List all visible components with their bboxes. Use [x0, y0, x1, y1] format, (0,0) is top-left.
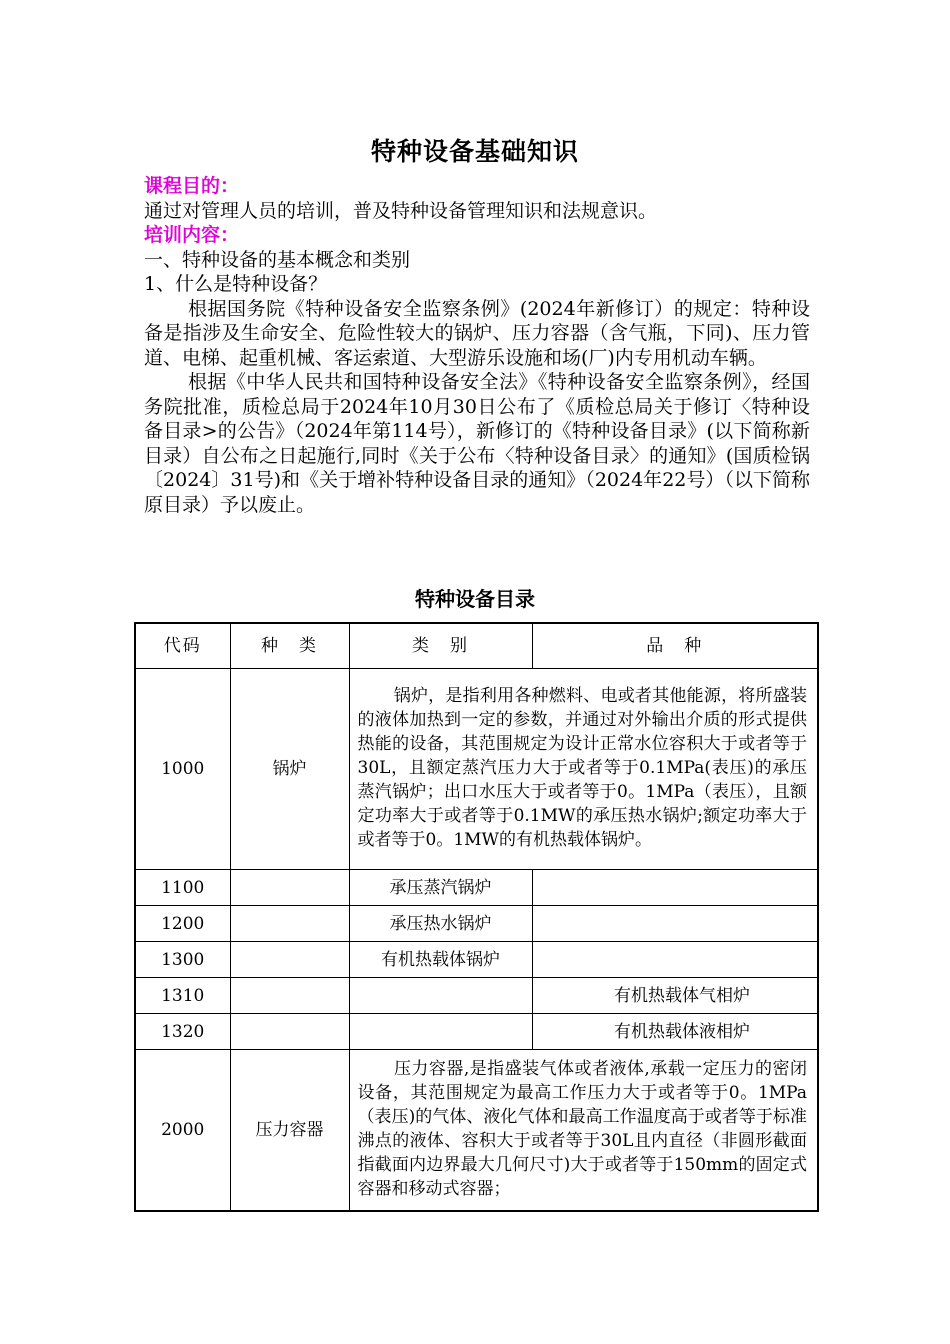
cell-code: 1100	[135, 870, 230, 906]
cell-variety: 有机热载体气相炉	[532, 978, 818, 1014]
purpose-heading: 课程目的：	[144, 175, 240, 197]
purpose-text: 通过对管理人员的培训，普及特种设备管理知识和法规意识。	[144, 199, 658, 222]
cell-variety: 有机热载体液相炉	[532, 1014, 818, 1050]
header-code: 代码	[135, 623, 230, 669]
cell-category: 承压热水锅炉	[349, 906, 532, 942]
cell-description	[349, 669, 818, 870]
cell-kind	[230, 906, 349, 942]
cell-kind: 锅炉	[230, 669, 349, 870]
header-kind: 种 类	[230, 623, 349, 669]
table-header-row	[135, 623, 818, 669]
cell-code: 1310	[135, 978, 230, 1014]
table-row	[135, 906, 818, 942]
description-text: 锅炉，是指利用各种燃料、电或者其他能源，将所盛装的液体加热到一定的参数，并通过对外输出介质的形式提供热能的设备，其范围规定为设计正常水位容积大于或者等于30L，且额定蒸汽压力大于或者等于0.1MPa(表压)的承压蒸汽锅炉；出口水压大于或者等于0。1MPa（表压），且额定功率大于或者等于0.1MW的承压热水锅炉;额定功率大于或者等于0。1MW的有机热载体锅炉。	[357, 686, 807, 850]
table-row	[135, 1050, 818, 1212]
cell-variety	[532, 942, 818, 978]
cell-kind	[230, 978, 349, 1014]
table-title: 特种设备目录	[415, 587, 535, 611]
paragraph-catalog-notice: 根据《中华人民共和国特种设备安全法》《特种设备安全监察条例》，经国务院批准，质检总局于2024年10月30日公布了《质检总局关于修订〈特种设备目录>的公告》（2024年第114号），新修订的《特种设备目录》(以下简称新目录）自公布之日起施行,同时《关于公布〈特种设备目录〉的通知》(国质检锅〔2024〕31号)和《关于增补特种设备目录的通知》（2024年22号）（以下简称原目录）予以废止。	[144, 371, 810, 516]
cell-kind	[230, 942, 349, 978]
question-heading: 1、什么是特种设备？	[144, 273, 328, 295]
table-row	[135, 870, 818, 906]
section-heading: 一、特种设备的基本概念和类别	[144, 248, 411, 271]
content-heading: 培训内容：	[144, 224, 240, 246]
table-row	[135, 942, 818, 978]
cell-code: 1320	[135, 1014, 230, 1050]
paragraph-regulation: 根据国务院《特种设备安全监察条例》(2024年新修订）的规定：特种设备是指涉及生命安全、危险性较大的锅炉、压力容器（含气瓶，下同)、压力管道、电梯、起重机械、客运索道、大型游乐设施和场(厂)内专用机动车辆。	[144, 297, 810, 369]
table-row	[135, 669, 818, 870]
header-category: 类 别	[349, 623, 532, 669]
cell-category	[349, 978, 532, 1014]
table-row	[135, 1014, 818, 1050]
cell-kind: 压力容器	[230, 1050, 349, 1212]
cell-code: 1200	[135, 906, 230, 942]
cell-category: 有机热载体锅炉	[349, 942, 532, 978]
cell-kind	[230, 870, 349, 906]
table-row	[135, 978, 818, 1014]
header-variety: 品 种	[532, 623, 818, 669]
equipment-catalog-table	[134, 622, 819, 1212]
cell-code: 2000	[135, 1050, 230, 1212]
cell-code: 1000	[135, 669, 230, 870]
cell-category	[349, 1014, 532, 1050]
cell-variety	[532, 906, 818, 942]
document-title: 特种设备基础知识	[370, 137, 579, 166]
cell-kind	[230, 1014, 349, 1050]
cell-description	[349, 1050, 818, 1212]
description-text: 压力容器,是指盛装气体或者液体,承载一定压力的密闭设备，其范围规定为最高工作压力大于或者等于0。1MPa（表压)的气体、液化气体和最高工作温度高于或者等于标准沸点的液体、容积大于或者等于30L且内直径（非圆形截面指截面内边界最大几何尺寸)大于或者等于150mm的固定式容器和移动式容器；	[357, 1059, 807, 1199]
cell-code: 1300	[135, 942, 230, 978]
cell-variety	[532, 870, 818, 906]
cell-category: 承压蒸汽锅炉	[349, 870, 532, 906]
document-body	[144, 174, 810, 517]
